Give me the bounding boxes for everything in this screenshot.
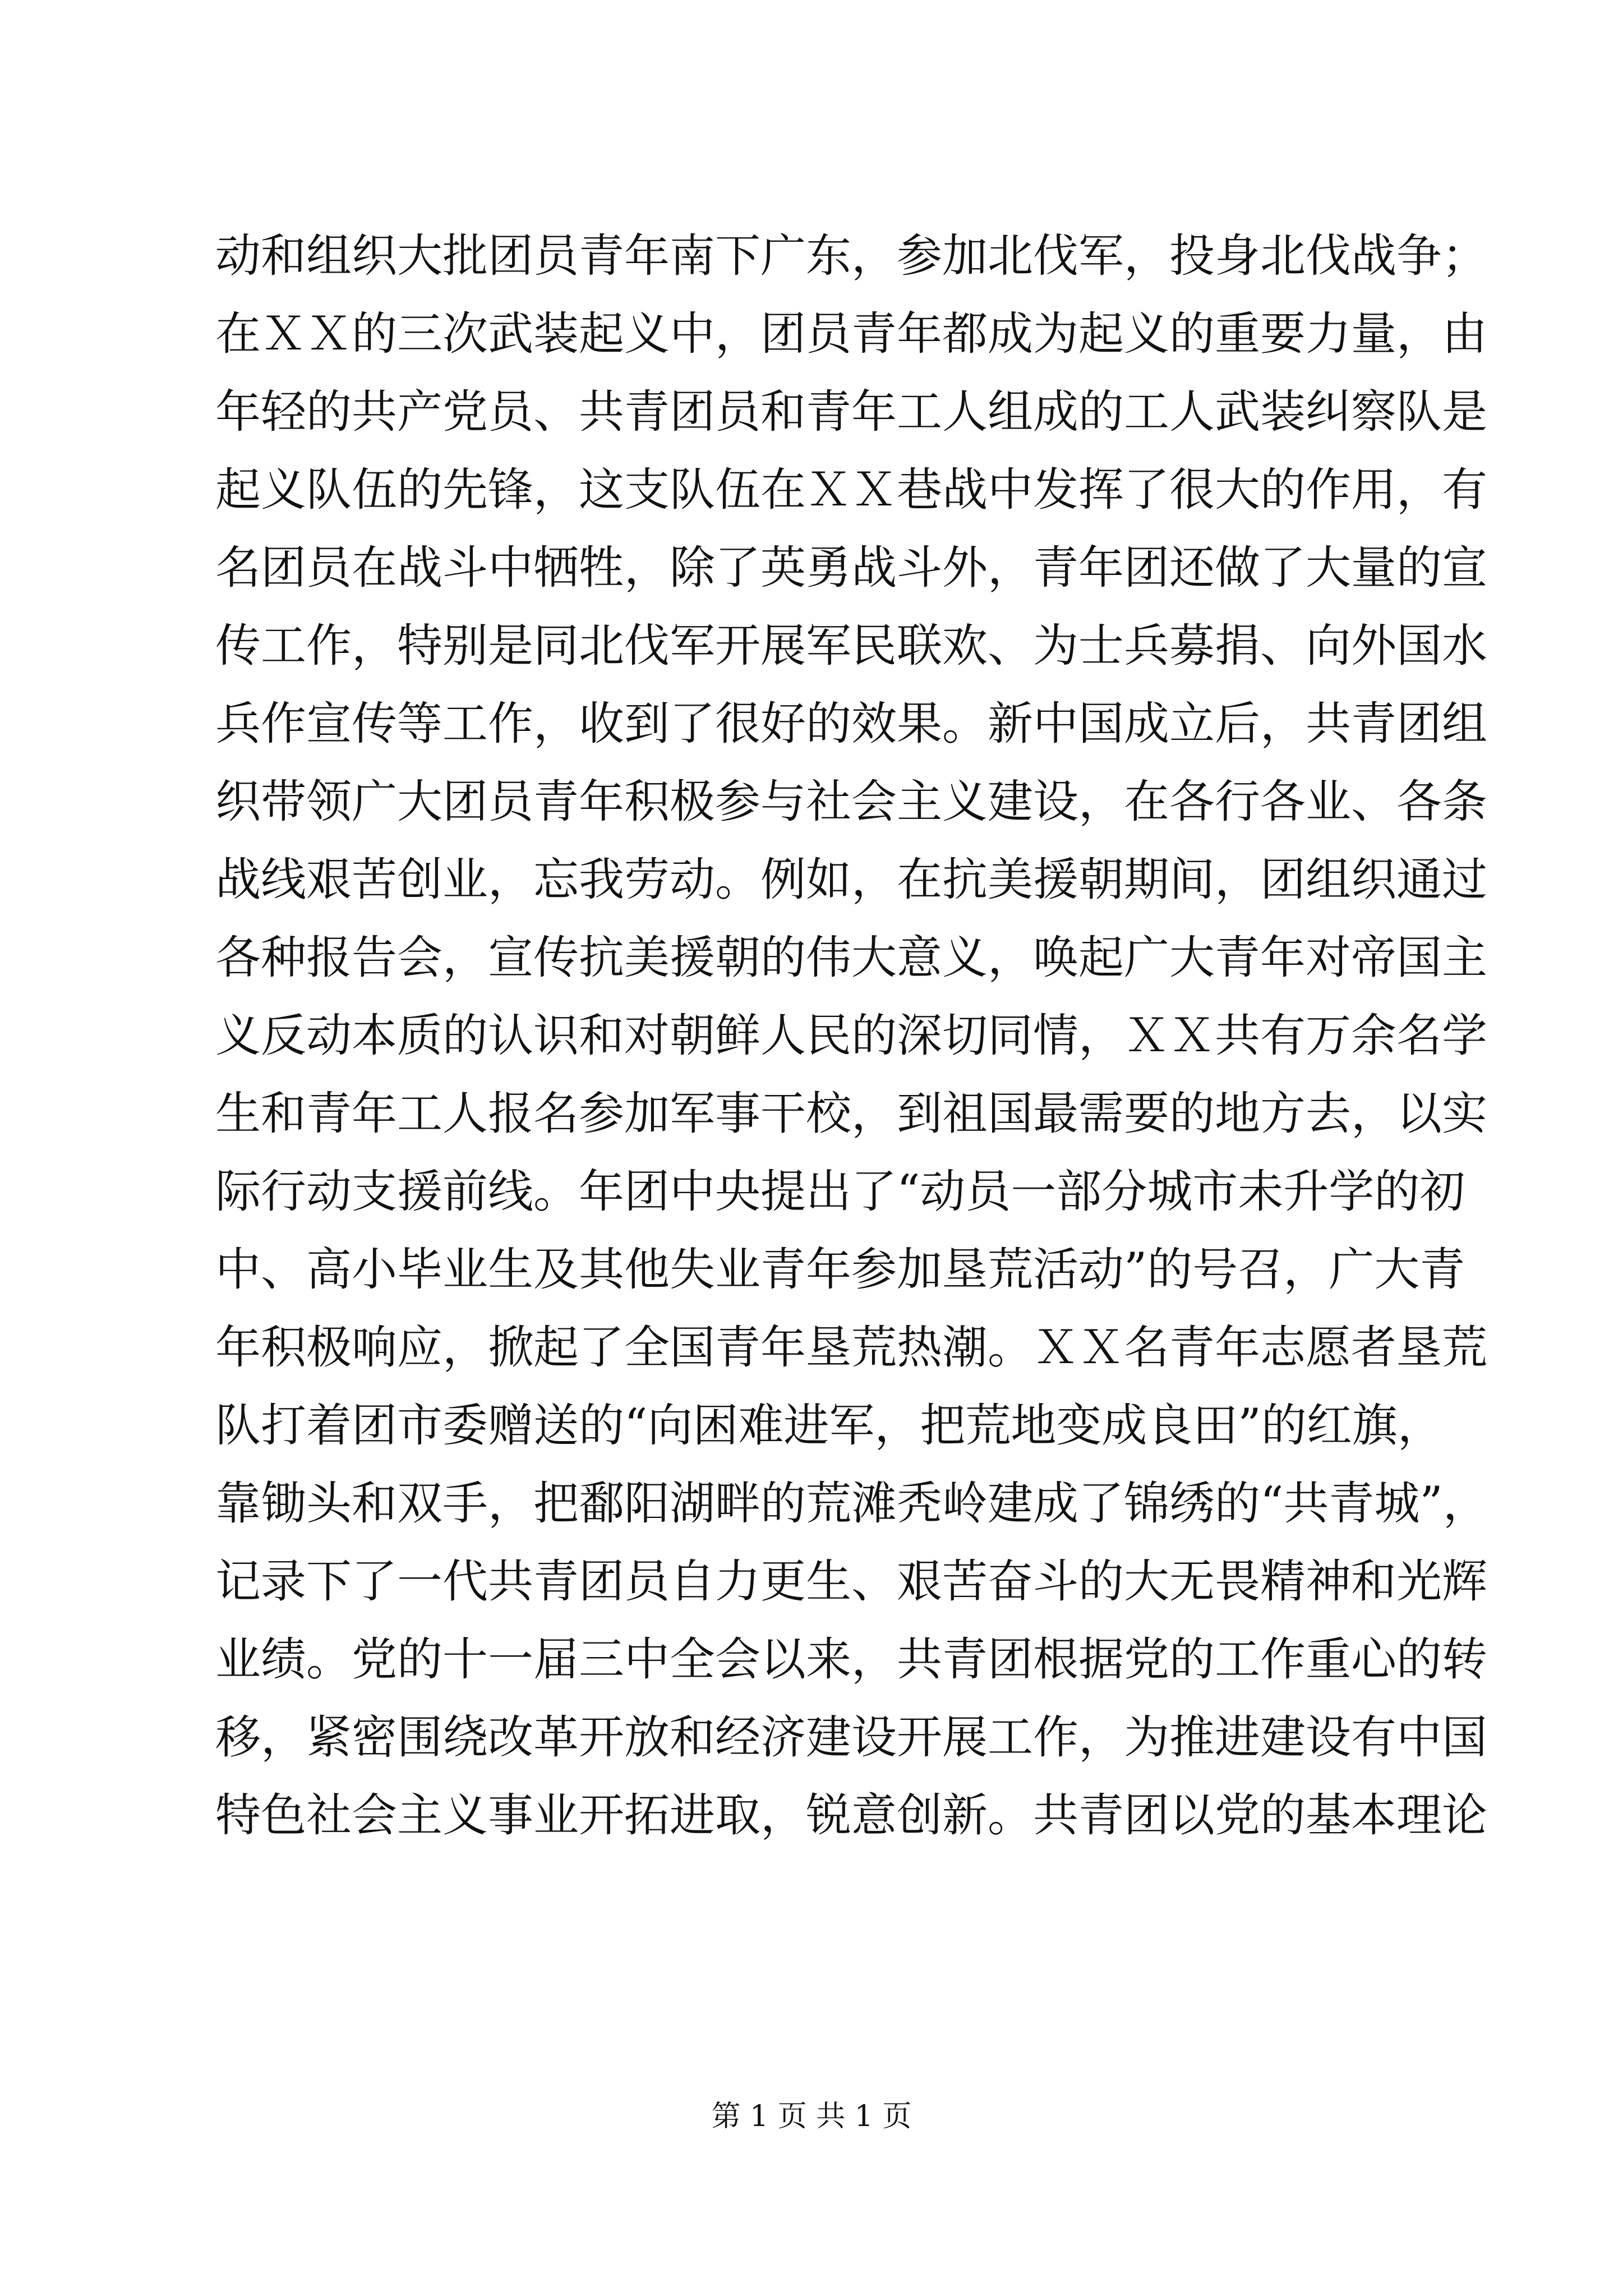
text-line: 在ＸＸ的三次武装起义中，团员青年都成为起义的重要力量，由 — [215, 308, 1488, 361]
text-line: 织带领广大团员青年积极参与社会主义建设，在各行各业、各条 — [215, 776, 1488, 829]
page-number-footer: 第 1 页 共 1 页 — [711, 2100, 912, 2133]
text-line: 兵作宣传等工作，收到了很好的效果。新中国成立后，共青团组 — [215, 698, 1488, 751]
text-line: 中、高小毕业生及其他失业青年参加垦荒活动”的号召，广大青 — [215, 1244, 1465, 1296]
text-line: 队打着团市委赠送的“向困难进军，把荒地变成良田”的红旗， — [215, 1400, 1443, 1452]
text-line: 传工作，特别是同北伐军开展军民联欢、为士兵募捐、向外国水 — [215, 620, 1488, 673]
text-line: 动和组织大批团员青年南下广东，参加北伐军，投身北伐战争； — [215, 230, 1488, 283]
text-line: 义反动本质的认识和对朝鲜人民的深切同情，ＸＸ共有万余名学 — [215, 1010, 1488, 1062]
text-line: 记录下了一代共青团员自力更生、艰苦奋斗的大无畏精神和光辉 — [215, 1556, 1488, 1608]
text-line: 各种报告会，宣传抗美援朝的伟大意义，唤起广大青年对帝国主 — [215, 932, 1488, 984]
text-line: 特色社会主义事业开拓进取，锐意创新。共青团以党的基本理论 — [215, 1789, 1488, 1842]
text-line: 业绩。党的十一届三中全会以来，共青团根据党的工作重心的转 — [215, 1634, 1488, 1686]
text-line: 生和青年工人报名参加军事干校，到祖国最需要的地方去，以实 — [215, 1088, 1488, 1140]
body-paragraph — [215, 218, 1488, 1855]
text-line: 移，紧密围绕改革开放和经济建设开展工作，为推进建设有中国 — [215, 1711, 1488, 1764]
text-line: 起义队伍的先锋，这支队伍在ＸＸ巷战中发挥了很大的作用，有 — [215, 464, 1488, 517]
text-line: 年积极响应，掀起了全国青年垦荒热潮。ＸＸ名青年志愿者垦荒 — [215, 1322, 1488, 1374]
text-line: 战线艰苦创业，忘我劳动。例如，在抗美援朝期间，团组织通过 — [215, 854, 1488, 907]
text-line: 年轻的共产党员、共青团员和青年工人组成的工人武装纠察队是 — [215, 386, 1488, 439]
text-line: 际行动支援前线。年团中央提出了“动员一部分城市未升学的初 — [215, 1166, 1465, 1218]
text-line: 名团员在战斗中牺牲，除了英勇战斗外，青年团还做了大量的宣 — [215, 542, 1488, 595]
text-line: 靠锄头和双手，把鄱阳湖畔的荒滩秃岭建成了锦绣的“共青城”， — [215, 1478, 1488, 1530]
